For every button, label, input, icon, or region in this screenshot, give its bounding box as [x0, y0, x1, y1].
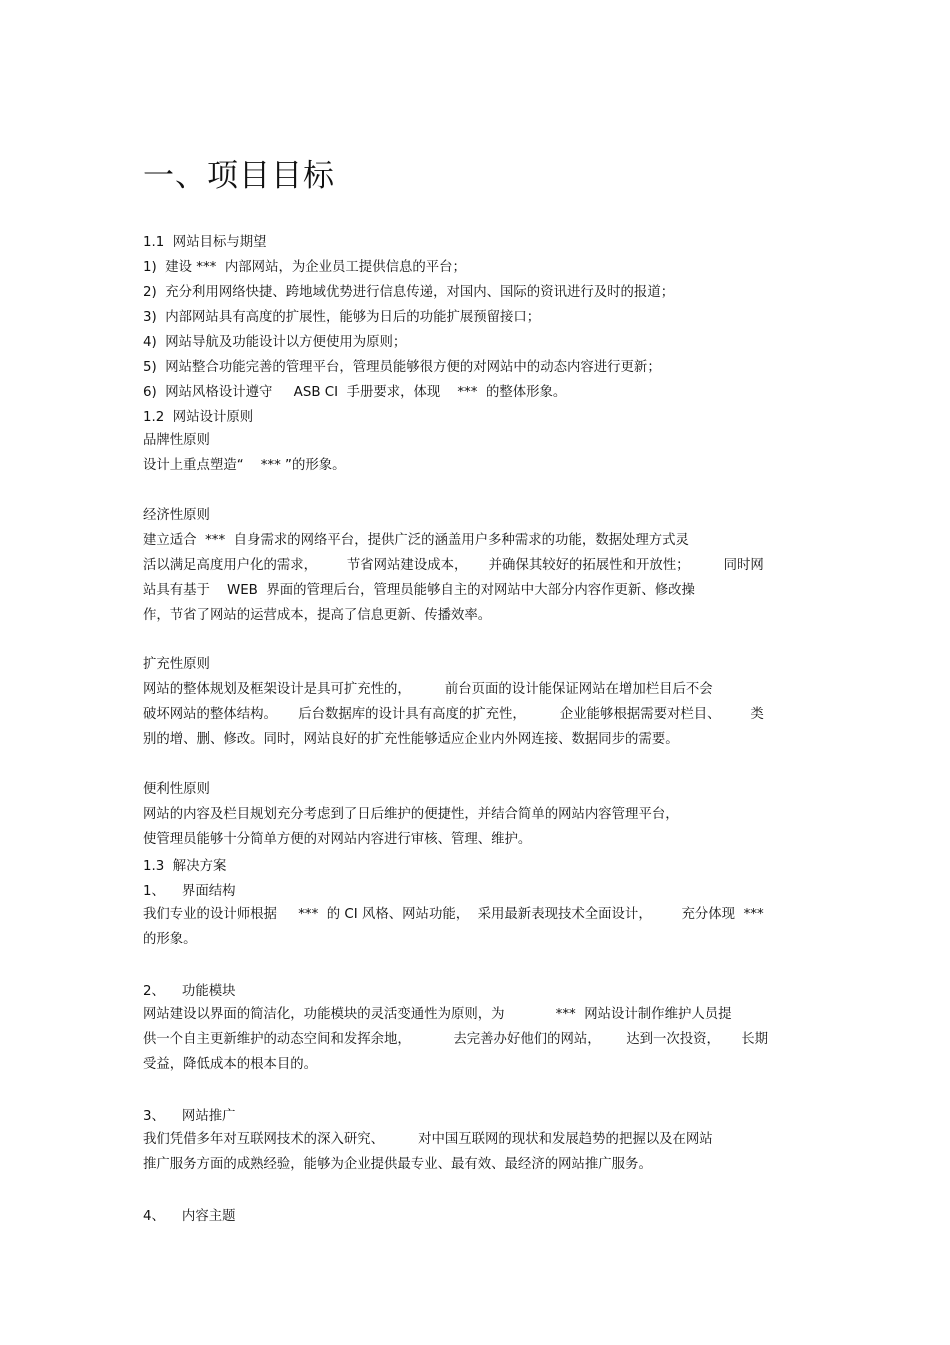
section-heading: 1.2 网站设计原则 — [143, 410, 254, 425]
paragraph-line: 网站建设以界面的简洁化，功能模块的灵活变通性为原则，为 *** 网站设计制作维护人员提 — [143, 1007, 732, 1022]
paragraph-line: 使管理员能够十分简单方便的对网站内容进行审核、管理、维护。 — [143, 832, 532, 847]
paragraph-line: 设计上重点塑造“ *** ”的形象。 — [143, 458, 346, 473]
paragraph-line: 供一个自主更新维护的动态空间和发挥余地， 去完善办好他们的网站， 达到一次投资， 长期 — [143, 1032, 769, 1047]
page-title: 一、项目目标 — [143, 158, 335, 194]
paragraph-line: 我们凭借多年对互联网技术的深入研究、 对中国互联网的现状和发展趋势的把握以及在网站 — [143, 1132, 713, 1147]
paragraph-line: 的形象。 — [143, 932, 197, 947]
subheading: 扩充性原则 — [143, 657, 210, 672]
paragraph-line: 受益，降低成本的根本目的。 — [143, 1057, 318, 1072]
paragraph-line: 网站的内容及栏目规划充分考虑到了日后维护的便捷性，并结合简单的网站内容管理平台， — [143, 807, 679, 822]
subheading: 4、 内容主题 — [143, 1209, 236, 1224]
subheading: 经济性原则 — [143, 508, 210, 523]
list-item: 2) 充分利用网络快捷、跨地域优势进行信息传递，对国内、国际的资讯进行及时的报道； — [143, 285, 675, 300]
section-heading: 1.3 解决方案 — [143, 859, 227, 874]
list-item: 5) 网站整合功能完善的管理平台，管理员能够很方便的对网站中的动态内容进行更新； — [143, 360, 661, 375]
paragraph-line: 活以满足高度用户化的需求， 节省网站建设成本， 并确保其较好的拓展性和开放性； 同时网 — [143, 558, 764, 573]
paragraph-line: 建立适合 *** 自身需求的网络平台，提供广泛的涵盖用户多种需求的功能，数据处理方式灵 — [143, 533, 689, 548]
list-item: 4) 网站导航及功能设计以方便使用为原则； — [143, 335, 407, 350]
subheading: 便利性原则 — [143, 782, 210, 797]
list-item: 1) 建设 *** 内部网站，为企业员工提供信息的平台； — [143, 260, 466, 275]
subheading: 2、 功能模块 — [143, 984, 236, 999]
paragraph-line: 网站的整体规划及框架设计是具可扩充性的， 前台页面的设计能保证网站在增加栏目后不会 — [143, 682, 713, 697]
section-heading: 1.1 网站目标与期望 — [143, 235, 267, 250]
paragraph-line: 我们专业的设计师根据 *** 的 CI 风格、网站功能， 采用最新表现技术全面设计， 充分体现 *** — [143, 907, 764, 922]
paragraph-line: 别的增、删、修改。同时，网站良好的扩充性能够适应企业内外网连接、数据同步的需要。 — [143, 732, 679, 747]
paragraph-line: 破坏网站的整体结构。 后台数据库的设计具有高度的扩充性， 企业能够根据需要对栏目、 类 — [143, 707, 764, 722]
paragraph-line: 站具有基于 WEB 界面的管理后台，管理员能够自主的对网站中大部分内容作更新、修改操 — [143, 583, 695, 598]
subheading: 品牌性原则 — [143, 433, 210, 448]
paragraph-line: 作，节省了网站的运营成本，提高了信息更新、传播效率。 — [143, 608, 492, 623]
list-item: 3) 内部网站具有高度的扩展性，能够为日后的功能扩展预留接口； — [143, 310, 541, 325]
paragraph-line: 推广服务方面的成熟经验，能够为企业提供最专业、最有效、最经济的网站推广服务。 — [143, 1157, 652, 1172]
subheading: 3、 网站推广 — [143, 1109, 236, 1124]
list-item: 6) 网站风格设计遵守 ASB CI 手册要求，体现 *** 的整体形象。 — [143, 385, 567, 400]
subheading: 1、 界面结构 — [143, 884, 236, 899]
